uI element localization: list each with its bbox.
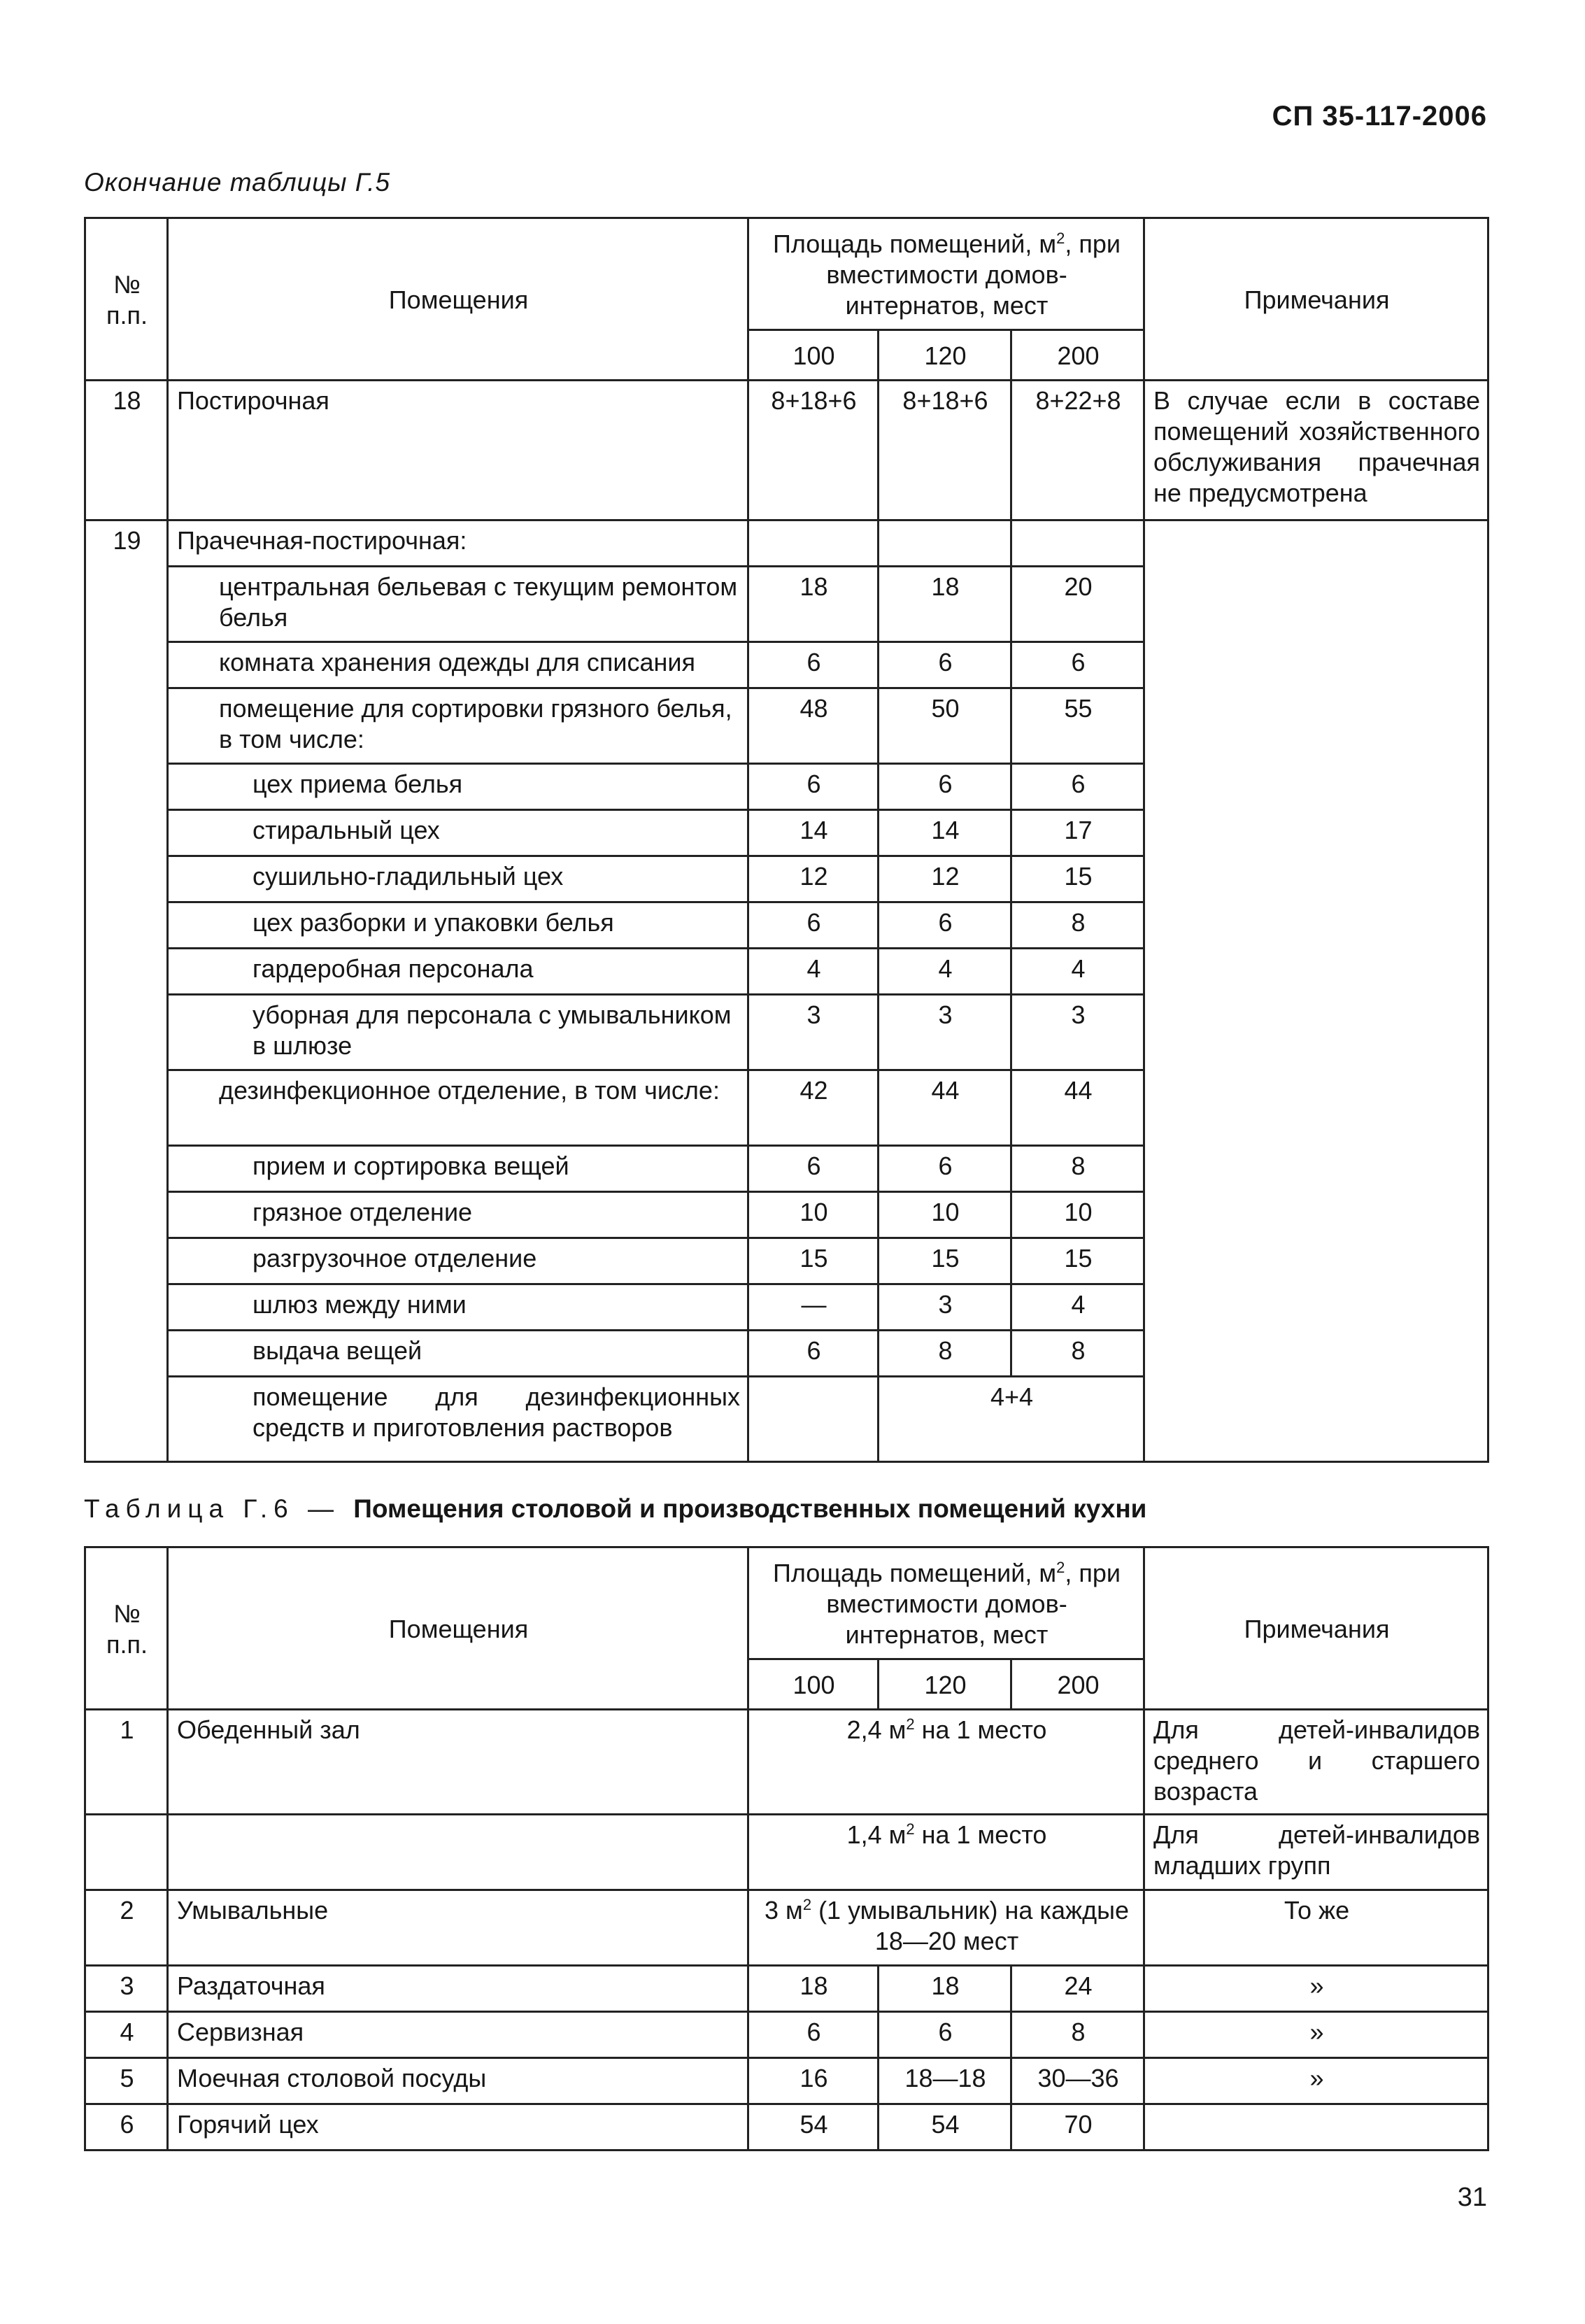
area-merged: 3 $м^2$ (1 умывальник) на каждые 18—20 мест — [748, 1890, 1144, 1966]
table-row — [85, 1815, 1488, 1890]
room-name: Раздаточная — [168, 1966, 748, 2012]
area-120 — [879, 520, 1011, 567]
room-name: Умывальные — [168, 1890, 748, 1966]
area-200: 8 — [1011, 1331, 1144, 1377]
table-row — [85, 1710, 1488, 1815]
area-200: 4 — [1011, 949, 1144, 995]
area-merged: 1,4 $м^2$ на 1 место — [748, 1815, 1144, 1890]
area-100: 12 — [748, 856, 879, 902]
area-100: 6 — [748, 764, 879, 810]
table-row — [85, 2012, 1488, 2058]
room-name: цех разборки и упаковки белья — [168, 902, 748, 949]
room-name: помещение для дезинфекционных средств и приготовления растворов — [168, 1377, 748, 1462]
room-name: дезинфекционное отделение, в том числе: — [168, 1070, 748, 1146]
area-120: 3 — [879, 995, 1011, 1070]
area-200: 70 — [1011, 2104, 1144, 2151]
header-notes: Примечания — [1144, 1547, 1488, 1710]
area-100: — — [748, 1284, 879, 1331]
room-name: прием и сортировка вещей — [168, 1146, 748, 1192]
note: Для детей-инвалидов младших групп — [1144, 1815, 1488, 1890]
table-row — [85, 1890, 1488, 1966]
room-name: стиральный цех — [168, 810, 748, 856]
area-120: 50 — [879, 688, 1011, 764]
area-200: 15 — [1011, 1238, 1144, 1284]
area-100: 6 — [748, 642, 879, 688]
area-100: 14 — [748, 810, 879, 856]
area-100: 6 — [748, 902, 879, 949]
room-name: Обеденный зал — [168, 1710, 748, 1815]
room-name: центральная бельевая с текущим ремонтом белья — [168, 567, 748, 642]
area-100: 42 — [748, 1070, 879, 1146]
note: » — [1144, 1966, 1488, 2012]
area-100: 6 — [748, 1331, 879, 1377]
room-name: грязное отделение — [168, 1192, 748, 1238]
area-120: 6 — [879, 902, 1011, 949]
area-200: 6 — [1011, 642, 1144, 688]
room-name: разгрузочное отделение — [168, 1238, 748, 1284]
note: » — [1144, 2058, 1488, 2104]
row-number: 1 — [85, 1710, 168, 1815]
room-name: цех приема белья — [168, 764, 748, 810]
table-row — [85, 1966, 1488, 2012]
area-200 — [1011, 520, 1144, 567]
room-name: уборная для персонала с умывальником в шлюзе — [168, 995, 748, 1070]
area-100: 4 — [748, 949, 879, 995]
table-g6-caption — [84, 1494, 1146, 1524]
note: » — [1144, 2012, 1488, 2058]
row-number — [85, 1815, 168, 1890]
room-name: Моечная столовой посуды — [168, 2058, 748, 2104]
table-g6 — [84, 1546, 1489, 2151]
area-120: 4 — [879, 949, 1011, 995]
table-continuation-label: Окончание таблицы Г.5 — [84, 168, 391, 197]
area-100: 10 — [748, 1192, 879, 1238]
room-name: помещение для сортировки грязного белья, в том числе: — [168, 688, 748, 764]
room-name: гардеробная персонала — [168, 949, 748, 995]
room-name — [168, 1815, 748, 1890]
area-120: 10 — [879, 1192, 1011, 1238]
area-200: 8 — [1011, 1146, 1144, 1192]
header-capacity-100: 100 — [748, 1659, 879, 1710]
table-row — [85, 2104, 1488, 2151]
note — [1144, 2104, 1488, 2151]
area-200: 30—36 — [1011, 2058, 1144, 2104]
area-120: 18—18 — [879, 2058, 1011, 2104]
row-number: 4 — [85, 2012, 168, 2058]
header-capacity-200: 200 — [1011, 330, 1144, 381]
room-name: сушильно-гладильный цех — [168, 856, 748, 902]
area-120-200-merged: 4+4 — [879, 1377, 1144, 1462]
room-name: комната хранения одежды для списания — [168, 642, 748, 688]
area-200: 3 — [1011, 995, 1144, 1070]
table-row — [85, 520, 1488, 567]
room-name: Сервизная — [168, 2012, 748, 2058]
area-200: 8 — [1011, 2012, 1144, 2058]
header-capacity-120: 120 — [879, 1659, 1011, 1710]
header-capacity-100: 100 — [748, 330, 879, 381]
area-120: 12 — [879, 856, 1011, 902]
row-number: 6 — [85, 2104, 168, 2151]
area-120: 6 — [879, 1146, 1011, 1192]
area-100: 15 — [748, 1238, 879, 1284]
note: Для детей-инвалидов среднего и старшего возраста — [1144, 1710, 1488, 1815]
header-capacity-200: 200 — [1011, 1659, 1144, 1710]
table-g6-caption-lead: Таблица Г.6 — — [84, 1494, 354, 1523]
room-name: Постирочная — [168, 381, 748, 520]
area-200: 15 — [1011, 856, 1144, 902]
area-120: 6 — [879, 764, 1011, 810]
note: В случае если в составе помещений хозяйственного обслуживания прачечная не предусмотрена — [1144, 381, 1488, 520]
area-200: 17 — [1011, 810, 1144, 856]
header-rooms: Помещения — [168, 1547, 748, 1710]
area-200: 8+22+8 — [1011, 381, 1144, 520]
header-capacity-120: 120 — [879, 330, 1011, 381]
area-200: 8 — [1011, 902, 1144, 949]
area-120: 3 — [879, 1284, 1011, 1331]
area-200: 20 — [1011, 567, 1144, 642]
area-100: 6 — [748, 2012, 879, 2058]
area-100: 18 — [748, 567, 879, 642]
table-row — [85, 381, 1488, 520]
area-100: 8+18+6 — [748, 381, 879, 520]
area-200: 10 — [1011, 1192, 1144, 1238]
header-num: № п.п. — [85, 1547, 168, 1710]
area-100: 16 — [748, 2058, 879, 2104]
table-g5 — [84, 217, 1489, 1463]
area-120: 54 — [879, 2104, 1011, 2151]
note: То же — [1144, 1890, 1488, 1966]
area-100: 3 — [748, 995, 879, 1070]
area-100: 18 — [748, 1966, 879, 2012]
area-120: 44 — [879, 1070, 1011, 1146]
header-area: Площадь помещений, $м^2$, при вместимости домов-интернатов, мест — [748, 218, 1144, 330]
area-200: 6 — [1011, 764, 1144, 810]
area-120: 18 — [879, 1966, 1011, 2012]
area-200: 44 — [1011, 1070, 1144, 1146]
area-120: 18 — [879, 567, 1011, 642]
row-number: 19 — [85, 520, 168, 1462]
area-120: 8 — [879, 1331, 1011, 1377]
row-number: 3 — [85, 1966, 168, 2012]
area-200: 4 — [1011, 1284, 1144, 1331]
header-area: Площадь помещений, $м^2$, при вместимости домов-интернатов, мест — [748, 1547, 1144, 1659]
table-row — [85, 2058, 1488, 2104]
area-100 — [748, 1377, 879, 1462]
area-200: 55 — [1011, 688, 1144, 764]
area-100: 48 — [748, 688, 879, 764]
area-merged: 2,4 $м^2$ на 1 место — [748, 1710, 1144, 1815]
room-name: Прачечная-постирочная: — [168, 520, 748, 567]
area-100: 54 — [748, 2104, 879, 2151]
room-name: Горячий цех — [168, 2104, 748, 2151]
header-num: № п.п. — [85, 218, 168, 381]
area-120: 14 — [879, 810, 1011, 856]
area-100 — [748, 520, 879, 567]
document-code: СП 35-117-2006 — [1272, 101, 1487, 132]
area-120: 6 — [879, 2012, 1011, 2058]
header-rooms: Помещения — [168, 218, 748, 381]
room-name: выдача вещей — [168, 1331, 748, 1377]
area-200: 24 — [1011, 1966, 1144, 2012]
row-number: 5 — [85, 2058, 168, 2104]
area-100: 6 — [748, 1146, 879, 1192]
table-g6-caption-title: Помещения столовой и производственных помещений кухни — [353, 1494, 1147, 1523]
area-120: 15 — [879, 1238, 1011, 1284]
room-name: шлюз между ними — [168, 1284, 748, 1331]
row-number: 18 — [85, 381, 168, 520]
header-notes: Примечания — [1144, 218, 1488, 381]
area-120: 8+18+6 — [879, 381, 1011, 520]
area-120: 6 — [879, 642, 1011, 688]
page-number: 31 — [1457, 2183, 1487, 2212]
note — [1144, 520, 1488, 1462]
row-number: 2 — [85, 1890, 168, 1966]
